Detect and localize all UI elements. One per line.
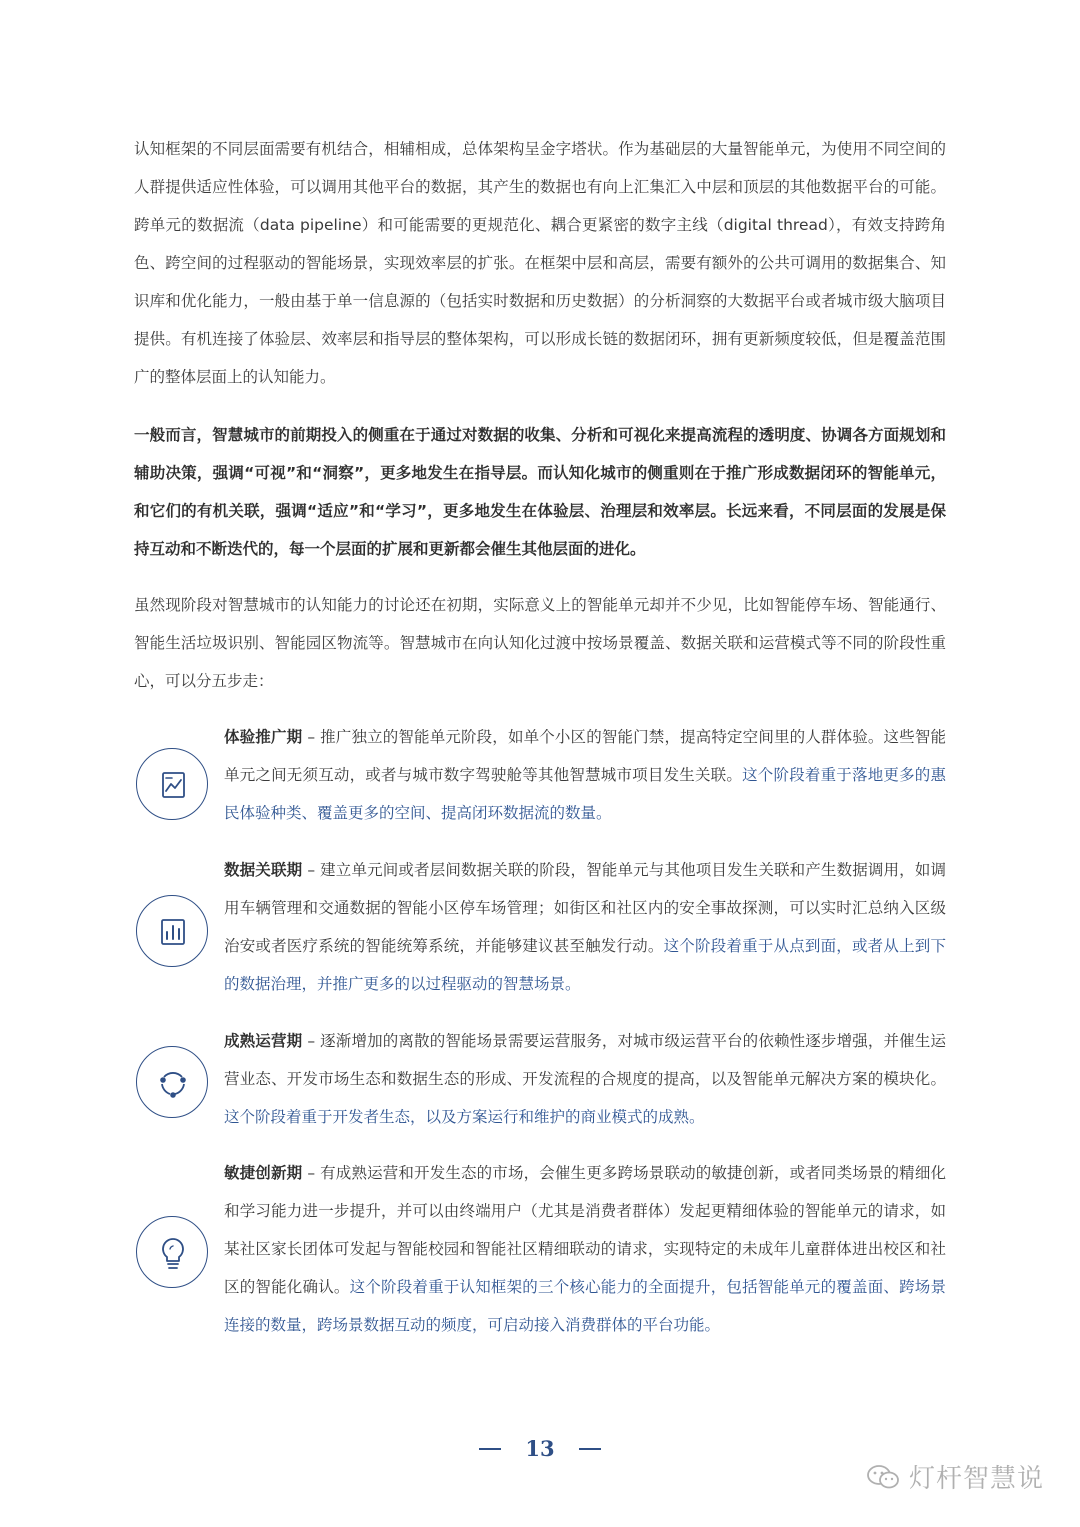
phase-text: [224, 851, 946, 1003]
paragraph-five-steps-intro: 虽然现阶段对智慧城市的认知能力的讨论还在初期，实际意义上的智能单元却并不少见，比如智能停车场、智能通行、智能生活垃圾识别、智能园区物流等。智慧城市在向认知化过渡中按场景覆盖、数据关联和运营模式等不同的阶段性重心，可以分五步走：: [134, 596, 946, 690]
phase-body: 建立单元间或者层间数据关联的阶段，智能单元与其他项目发生关联和产生数据调用，如调用车辆管理和交通数据的智能小区停车场管理；如街区和社区内的安全事故探测，可以实时汇总纳入区级治安或者医疗系统的智能统筹系统，并能够建议甚至触发行动。: [224, 861, 946, 955]
bar-chart-icon: [136, 895, 208, 967]
paragraph-architecture: 认知框架的不同层面需要有机结合，相辅相成，总体架构呈金字塔状。作为基础层的大量智能单元，为使用不同空间的人群提供适应性体验，可以调用其他平台的数据，其产生的数据也有向上汇集汇入中层和顶层的其他数据平台的可能。跨单元的数据流（data pipeline）和可能需要的更规范化、耦合更紧密的数字主线（digital thread），有效支持跨角色、跨空间的过程驱动的智能场景，实现效率层的扩张。在框架中层和高层，需要有额外的公共可调用的数据集合、知识库和优化能力，一般由基于单一信息源的（包括实时数据和历史数据）的分析洞察的大数据平台或者城市级大脑项目提供。有机连接了体验层、效率层和指导层的整体架构，可以形成长链的数据闭环，拥有更新频度较低，但是覆盖范围广的整体层面上的认知能力。: [134, 140, 946, 386]
wechat-icon: [865, 1463, 901, 1491]
phase-title: 敏捷创新期: [224, 1164, 303, 1182]
watermark-text: 灯杆智慧说: [908, 1464, 1044, 1494]
watermark: [865, 1458, 1044, 1495]
phase-separator: –: [302, 861, 321, 879]
phase-highlight: 这个阶段着重于从点到面，或者从上到下的数据治理，并推广更多的以过程驱动的智慧场景。: [224, 937, 946, 993]
phase-text: [224, 1022, 946, 1136]
footer-dash-right: [579, 1448, 601, 1450]
phase-body: 推广独立的智能单元阶段，如单个小区的智能门禁，提高特定空间里的人群体验。这些智能单元之间无须互动，或者与城市数字驾驶舱等其他智慧城市项目发生关联。: [224, 728, 946, 784]
phase-separator: –: [302, 728, 321, 746]
paragraph-summary-bold: 一般而言，智慧城市的前期投入的侧重在于通过对数据的收集、分析和可视化来提高流程的透明度、协调各方面规划和辅助决策，强调“可视”和“洞察”，更多地发生在指导层。而认知化城市的侧重则在于推广形成数据闭环的智能单元，和它们的有机关联，强调“适应”和“学习”，更多地发生在体验层、治理层和效率层。长远来看，不同层面的发展是保持互动和不断迭代的，每一个层面的扩展和更新都会催生其他层面的进化。: [134, 426, 946, 558]
phase-title: 体验推广期: [224, 728, 303, 746]
phase-title: 成熟运营期: [224, 1032, 303, 1050]
chart-line-icon: [136, 748, 208, 820]
footer-dash-left: [479, 1448, 501, 1450]
phase-separator: –: [302, 1164, 321, 1182]
phase-highlight: 这个阶段着重于开发者生态，以及方案运行和维护的商业模式的成熟。: [224, 1108, 705, 1126]
cycle-icon: [136, 1046, 208, 1118]
phase-body: 有成熟运营和开发生态的市场，会催生更多跨场景联动的敏捷创新，或者同类场景的精细化和学习能力进一步提升，并可以由终端用户（尤其是消费者群体）发起更精细体验的智能单元的请求，如某社区家长团体可发起与智能校园和智能社区精细联动的请求，实现特定的未成年儿童群体进出校区和社区的智能化确认。: [224, 1164, 946, 1296]
phase-title: 数据关联期: [224, 861, 303, 879]
phase-body: 逐渐增加的离散的智能场景需要运营服务，对城市级运营平台的依赖性逐步增强，并催生运营业态、开发市场生态和数据生态的形成、开发流程的合规度的提高，以及智能单元解决方案的模块化。: [224, 1032, 946, 1088]
lightbulb-icon: [136, 1216, 208, 1288]
phase-separator: –: [302, 1032, 321, 1050]
phase-text: [224, 1154, 946, 1344]
phase-highlight: 这个阶段着重于认知框架的三个核心能力的全面提升，包括智能单元的覆盖面、跨场景连接的数量，跨场景数据互动的频度，可启动接入消费群体的平台功能。: [224, 1278, 946, 1334]
phase-highlight: 这个阶段着重于落地更多的惠民体验种类、覆盖更多的空间、提高闭环数据流的数量。: [224, 766, 946, 822]
page-number: 13: [525, 1436, 555, 1461]
phase-text: [224, 718, 946, 832]
